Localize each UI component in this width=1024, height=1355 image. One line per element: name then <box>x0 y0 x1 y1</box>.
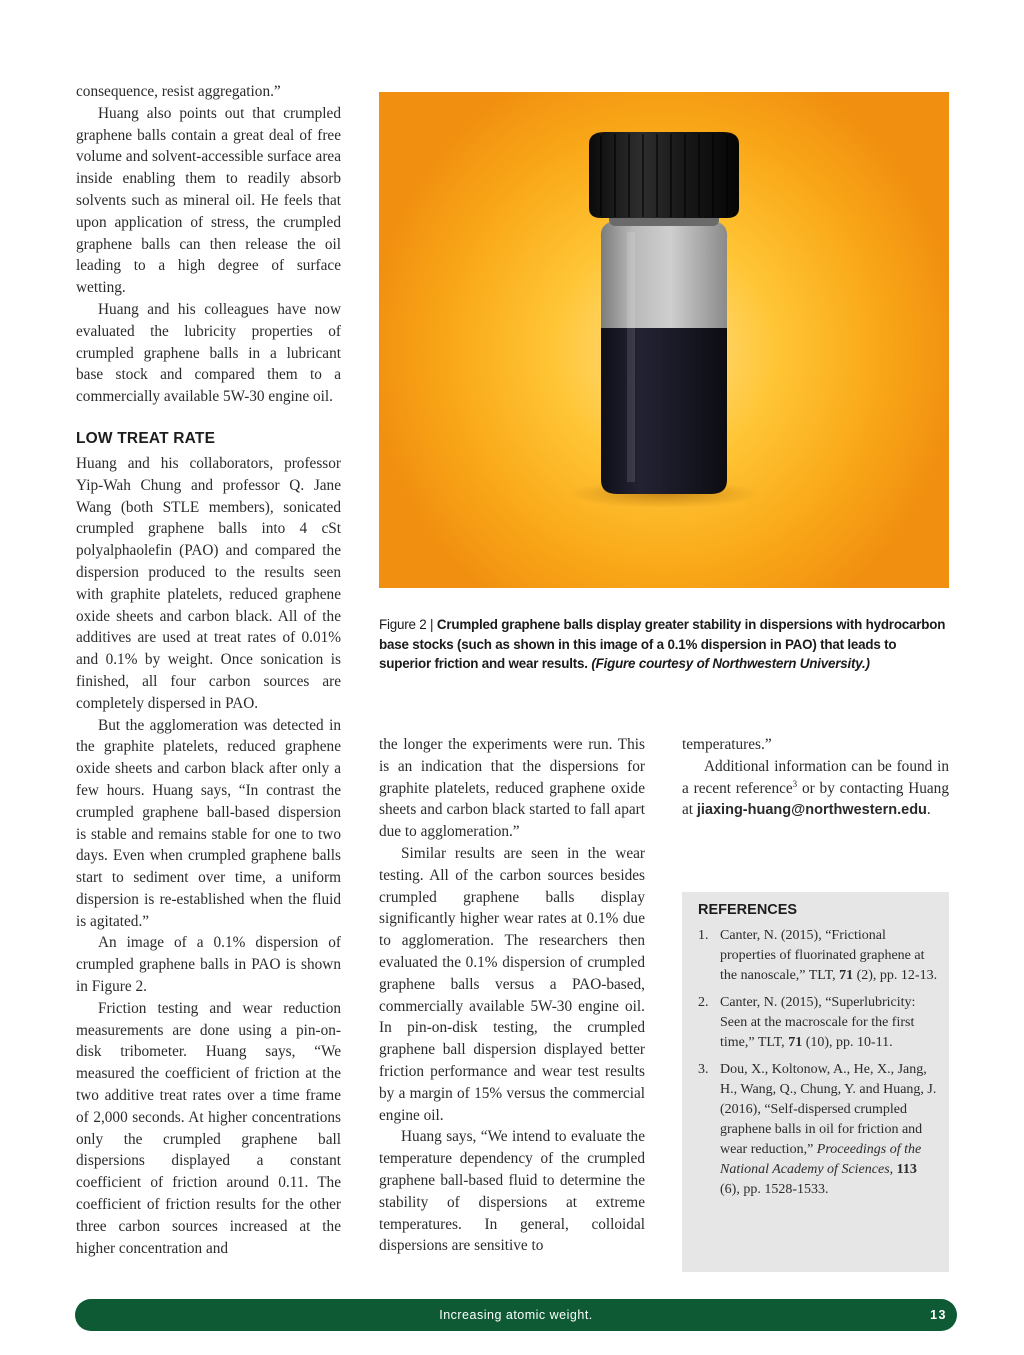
paragraph: Huang says, “We intend to evaluate the temperature dependency of the crumpled graphene ball-based fluid to determine the stability of dispersions at extreme temperatures. In general, colloidal dispersions are sensitive to <box>379 1128 645 1255</box>
reference-text: Canter, N. (2015), “Frictional properties of fluorinated graphene at the nanoscale,” TLT, <box>720 928 925 983</box>
reference-item <box>698 993 938 1053</box>
references-list <box>698 926 938 1207</box>
paragraph: An image of a 0.1% dispersion of crumpled graphene balls in PAO is shown in Figure 2. <box>76 934 341 996</box>
email-link[interactable]: jiaxing-huang@northwestern.edu <box>696 802 927 819</box>
paragraph: Huang and his collaborators, professor Yip-Wah Chung and professor Q. Jane Wang (both STLE members), sonicated crumpled graphene balls into 4 cSt polyalphaolefin (PAO) and compared the dispersion produced to the results seen with graphite platelets, reduced graphene oxide sheets and carbon black. All of the additives are used at treat rates of 0.01% and 0.1% by weight. Once sonication is finished, all four carbon sources are completely dispersed in PAO. <box>76 454 341 712</box>
vial-illustration <box>379 92 949 588</box>
reference-text: (2), pp. 12-13. <box>853 968 938 983</box>
paragraph-text: . <box>926 801 931 819</box>
figure-photo <box>379 92 949 588</box>
paragraph: consequence, resist aggregation.” <box>76 83 281 100</box>
figure-text: Crumpled graphene balls display greater stability in dispersions with hydrocarbon base stocks (such as shown in this image of a 0.1% dispersion in PAO) that leads to superior friction and wear results. <box>379 617 946 671</box>
reference-text: (6), pp. 1528-1533. <box>720 1182 829 1197</box>
vial-glass <box>601 220 727 328</box>
page-footer <box>75 1299 957 1331</box>
references-box <box>682 892 949 1272</box>
figure-caption <box>379 615 949 674</box>
paragraph: temperatures.” <box>682 736 772 753</box>
reference-item <box>698 1060 938 1200</box>
paragraph: But the agglomeration was detected in the graphite platelets, reduced graphene oxide sheets and carbon black after only a few hours. Huang says, “In contrast the crumpled graphene ball-based dispersion is stable and remains stable for one to two days. Even when crumpled graphene balls start to sediment over time, a uniform dispersion is re-established when the fluid is agitated.” <box>76 716 341 930</box>
section-heading: LOW TREAT RATE <box>76 429 216 447</box>
page-number: 13 <box>930 1308 947 1322</box>
paragraph-text: or by contacting Huang at <box>682 779 949 819</box>
figure-label: Figure 2 <box>379 617 427 632</box>
article-column-1 <box>76 81 341 1259</box>
paragraph: Huang also points out that crumpled graphene balls contain a great deal of free volume and solvent-accessible surface area inside enabling them to readily absorb solvents such as mineral oil. He feels that upon application of stress, the crumpled graphene balls can then release the oil leading to a high degree of surface wetting. <box>76 104 341 297</box>
paragraph: Huang and his colleagues have now evaluated the lubricity properties of crumpled graphene balls in a lubricant base stock and compared them to a commercially available 5W-30 engine oil. <box>76 300 341 406</box>
paragraph: Friction testing and wear reduction measurements are done using a pin-on-disk tribometer. Huang says, “We measured the coefficient of friction at the two additive treat rates over a time frame of 2,000 seconds. At higher concentrations only the crumpled graphene ball dispersions displayed a constant coefficient of friction around 0.11. The coefficient of friction results for the other three carbon sources increased at the higher concentration and <box>76 999 341 1257</box>
reference-number: 2. <box>698 995 709 1010</box>
figure-credit: (Figure courtesy of Northwestern University.) <box>591 656 870 671</box>
reference-number: 1. <box>698 928 709 943</box>
paragraph <box>682 756 949 822</box>
reference-volume: 71 <box>788 1035 803 1050</box>
figure-separator: | <box>426 617 437 632</box>
reference-text: Canter, N. (2015), “Superlubricity: Seen at the macroscale for the first time,” TLT, <box>720 995 916 1050</box>
reference-journal: Proceedings of the National Academy of Sciences <box>720 1142 922 1177</box>
paragraph: the longer the experiments were run. This is an indication that the dispersions for graphite platelets, reduced graphene oxide sheets and carbon black started to fall apart due to agglomeration.” <box>379 736 645 841</box>
footer-tagline: Increasing atomic weight. <box>439 1308 593 1322</box>
reference-text: , <box>889 1162 897 1177</box>
paragraph-text: Additional information can be found in a recent reference <box>682 757 949 797</box>
article-column-2 <box>379 734 645 1257</box>
references-title: REFERENCES <box>698 902 798 918</box>
paragraph: Similar results are seen in the wear testing. All of the carbon sources besides crumpled graphene balls display significantly higher wear rates at 0.1% due to agglomeration. The researchers then evaluated the 0.1% dispersion of crumpled graphene balls versus a PAO-based, commercially available 5W-30 engine oil. In pin-on-disk testing, the crumpled graphene ball dispersion displayed better friction performance and wear test results by a margin of 15% versus the commercial engine oil. <box>379 844 645 1124</box>
reference-number: 3. <box>698 1062 709 1077</box>
article-column-3 <box>682 734 949 822</box>
reference-text: Dou, X., Koltonow, A., He, X., Jang, H., Wang, Q., Chung, Y. and Huang, J. (2016), “Self-dispersed crumpled graphene balls in oil for friction and wear reduction,” <box>720 1062 937 1157</box>
reference-volume: 113 <box>896 1162 917 1177</box>
glass-highlight <box>627 232 635 482</box>
reference-volume: 71 <box>839 968 854 983</box>
vial-cap <box>589 132 739 218</box>
vial-liquid <box>601 328 727 494</box>
reference-item <box>698 926 938 986</box>
reference-text: (10), pp. 10-11. <box>802 1035 893 1050</box>
reference-superscript: 3 <box>792 778 798 789</box>
